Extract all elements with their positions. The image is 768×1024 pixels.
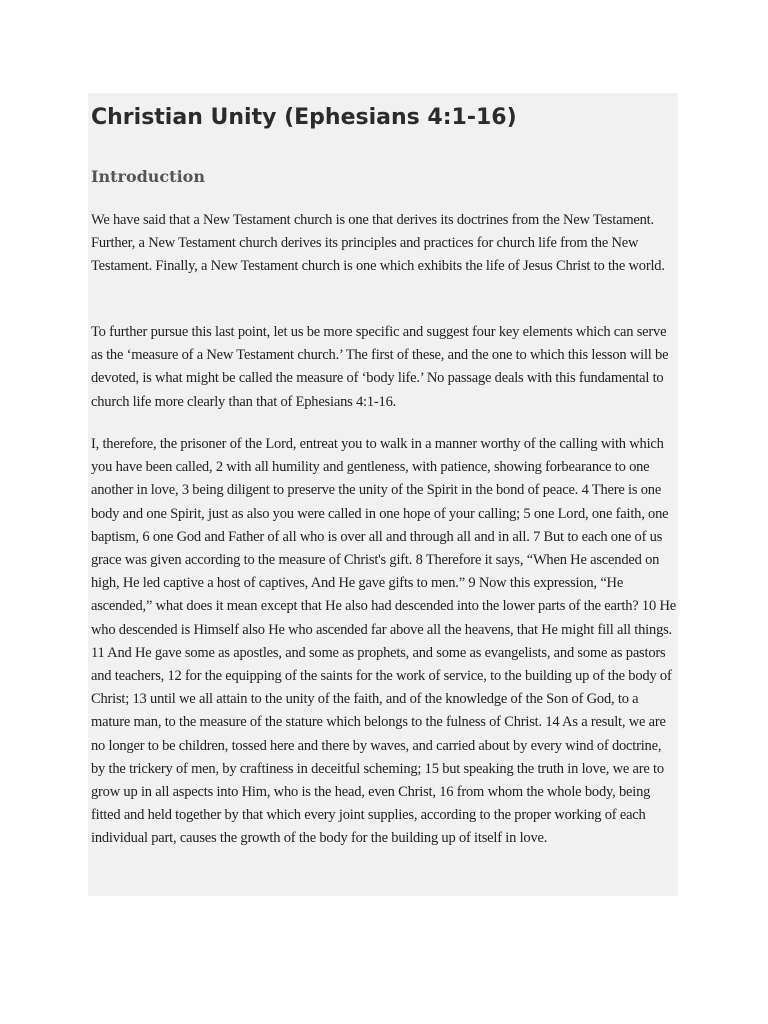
paragraph-intro: We have said that a New Testament church is one that derives its doctrines from the New Testament. Further, a New Testament church derives its principles and practices for church life from the New Testament. Finally, a New Testament church is one which exhibits the life of Jesus Christ to the world. — [91, 212, 665, 275]
paragraph-scripture-passage: I, therefore, the prisoner of the Lord, entreat you to walk in a manner worthy of the calling with which you have been called, 2 with all humility and gentleness, with patience, showing forbearance to one another in love, 3 being diligent to preserve the unity of the Spirit in the bond of peace. 4 There is one body and one Spirit, just as also you were called in one hope of your calling; 5 one Lord, one faith, one baptism, 6 one God and Father of all who is over all and through all and in all. 7 But to each one of us grace was given according to the measure of Christ's gift. 8 Therefore it says, “When He ascended on high, He led captive a host of captives, And He gave gifts to men.” 9 Now this expression, “He ascended,” what does it mean except that He also had descended into the lower parts of the earth? 10 He who descended is Himself also He who ascended far above all the heavens, that He might fill all things. 11 And He gave some as apostles, and some as prophets, and some as evangelists, and some as pastors and teachers, 12 for the equipping of the saints for the work of service, to the building up of the body of Christ; 13 until we all attain to the unity of the faith, and of the knowledge of the Son of God, to a mature man, to the measure of the stature which belongs to the fulness of Christ. 14 As a result, we are no longer to be children, tossed here and there by waves, and carried about by every wind of doctrine, by the trickery of men, by craftiness in deceitful scheming; 15 but speaking the truth in love, we are to grow up in all aspects into Him, who is the head, even Christ, 16 from whom the whole body, being fitted and held together by that which every joint supplies, according to the proper working of each individual part, causes the growth of the body for the building up of itself in love. — [91, 436, 676, 847]
document-title: Christian Unity (Ephesians 4:1-16) — [91, 105, 517, 130]
paragraph-body-life: To further pursue this last point, let us be more specific and suggest four key elements which can serve as the ‘measure of a New Testament church.’ The first of these, and the one to which this lesson will be devoted, is what might be called the measure of ‘body life.’ No passage deals with this fundamental to church life more clearly than that of Ephesians 4:1-16. — [91, 324, 669, 410]
section-heading-introduction: Introduction — [91, 167, 205, 186]
